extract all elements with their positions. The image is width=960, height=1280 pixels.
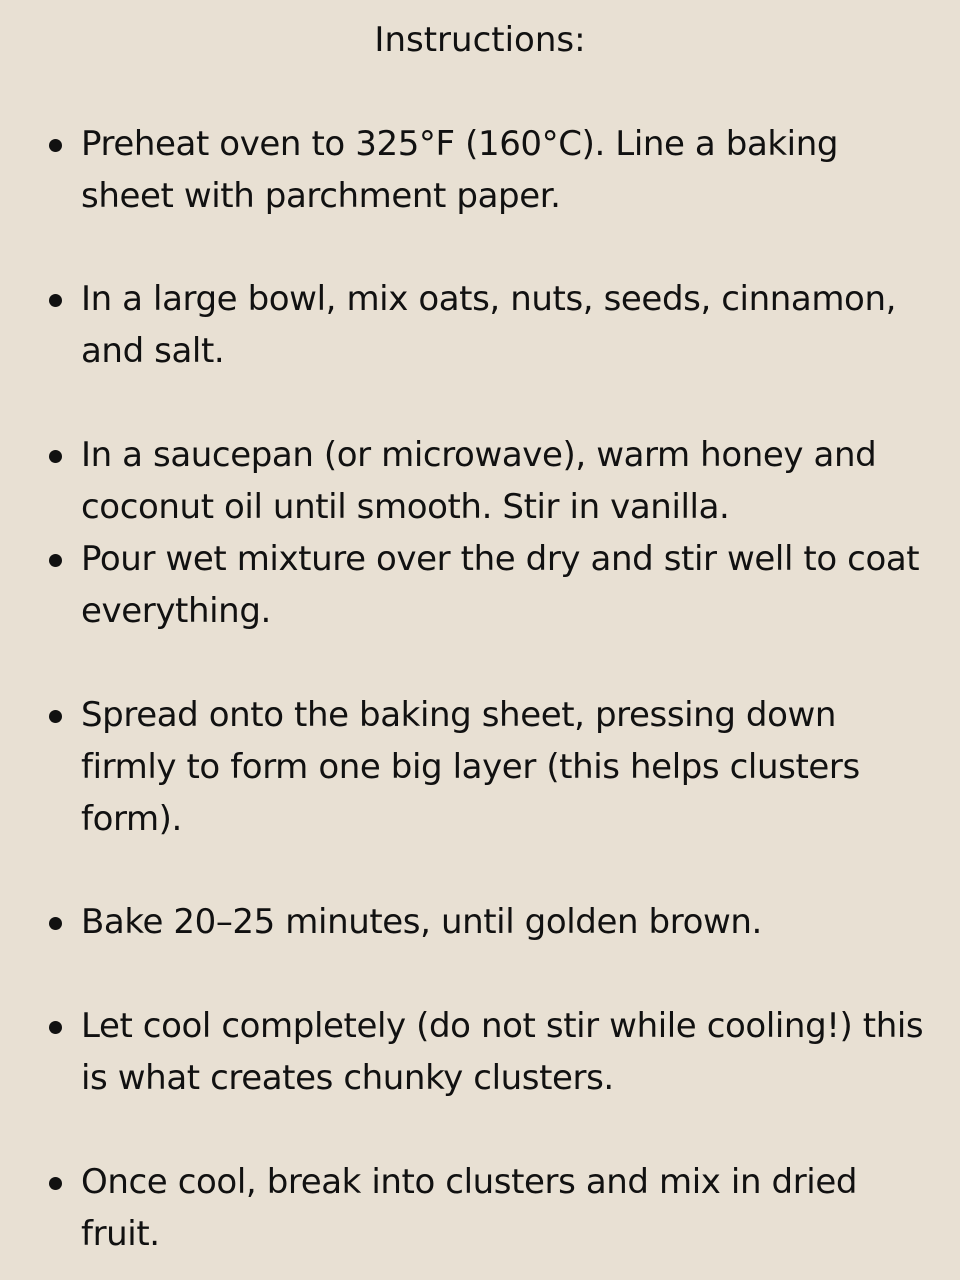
bullet-icon — [49, 294, 62, 307]
instruction-text: Let cool completely (do not stir while cooling!) this is what creates chunky clusters. — [81, 1006, 924, 1098]
bullet-icon — [49, 710, 62, 723]
bullet-icon — [49, 450, 62, 463]
instruction-text: Pour wet mixture over the dry and stir well to coat everything. — [81, 539, 920, 631]
instructions-heading: Instructions: — [374, 20, 586, 60]
bullet-icon — [49, 917, 62, 930]
bullet-icon — [49, 554, 62, 567]
instruction-text: In a large bowl, mix oats, nuts, seeds, cinnamon, and salt. — [81, 279, 897, 371]
instruction-text: Preheat oven to 325°F (160°C). Line a baking sheet with parchment paper. — [81, 124, 839, 216]
bullet-icon — [49, 1177, 62, 1190]
bullet-icon — [49, 1021, 62, 1034]
instruction-text: Spread onto the baking sheet, pressing down firmly to form one big layer (this helps clusters form). — [81, 695, 860, 839]
instruction-text: In a saucepan (or microwave), warm honey and coconut oil until smooth. Stir in vanilla. — [81, 435, 877, 527]
instruction-text: Bake 20–25 minutes, until golden brown. — [81, 902, 762, 942]
bullet-icon — [49, 139, 62, 152]
instruction-text: Once cool, break into clusters and mix in dried fruit. — [81, 1162, 858, 1254]
